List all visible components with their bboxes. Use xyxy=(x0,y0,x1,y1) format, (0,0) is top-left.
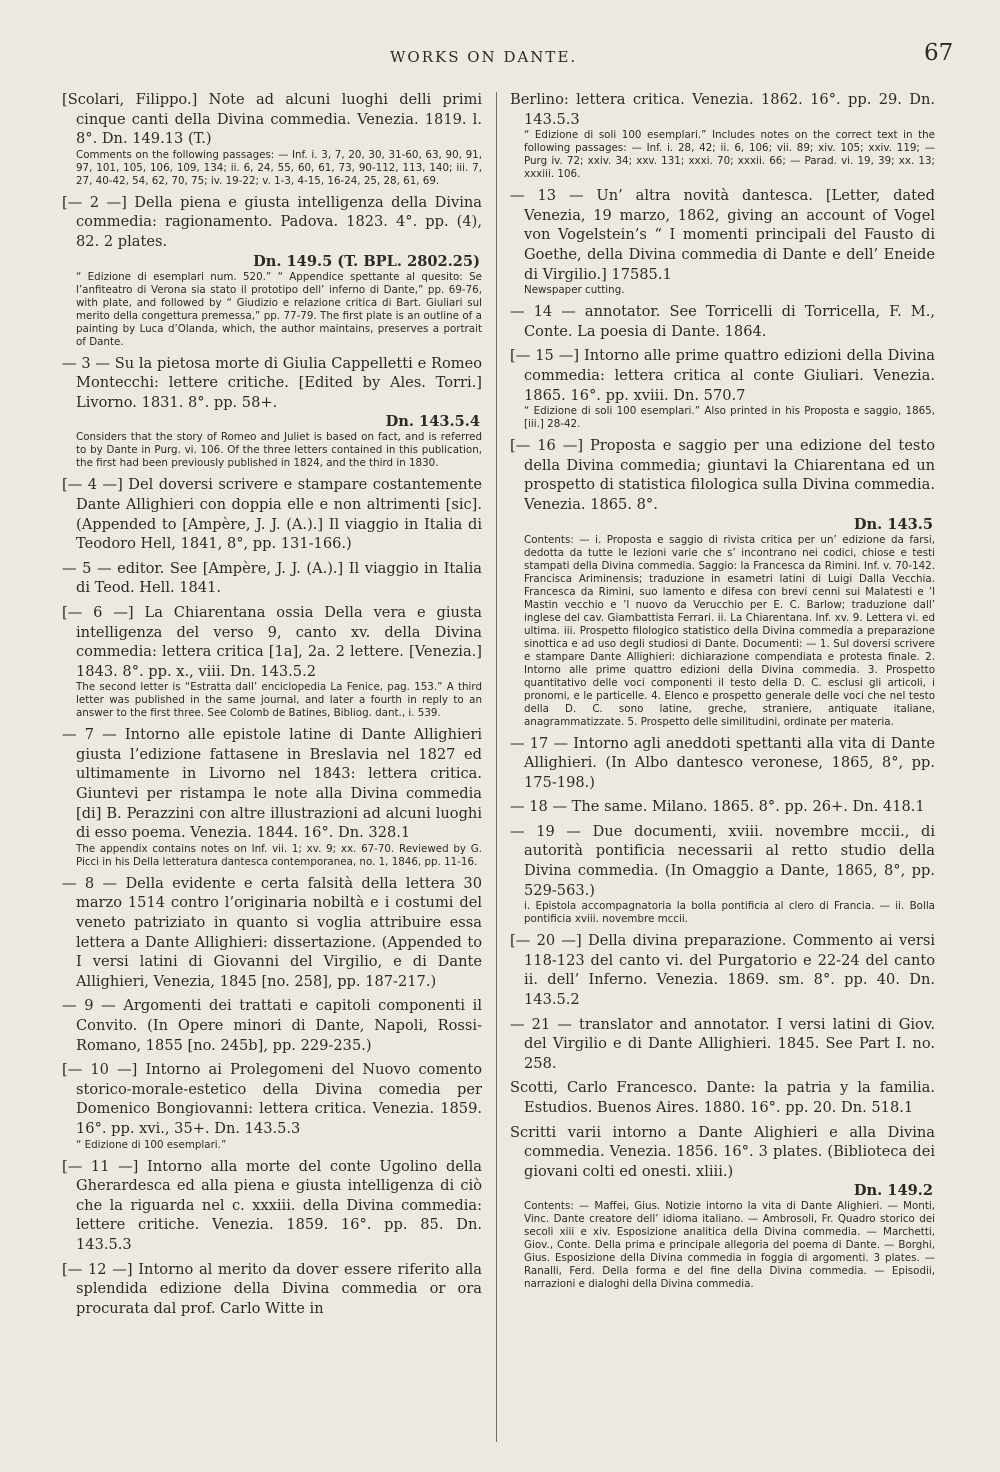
entry-note: “ Edizione di soli 100 esemplari.” Includes notes on the correct text in the following passages: — Inf. i. 28, 42; ii. 6, 106; vii. 89; xiv. 105; xxiv. 119; — Purg iv. 72; xxiv. 34; xxv. 131; xxxi. 70; xxxii. 66; — Parad. vi. 19, 39; xx. 13; xxxiii. 106. xyxy=(524,129,935,181)
running-title: WORKS ON DANTE. xyxy=(390,48,578,66)
catalogue-entry: [— 6 —] La Chiarentana ossia Della vera e giusta intelligenza del verso 9, canto xv. della Divina commedia: lettera critica [1a], 2a. 2 lettere. [Venezia.] 1843. 8°. pp. x., viii. Dn. 143.5.2 xyxy=(62,603,482,680)
catalogue-entry: [— 16 —] Proposta e saggio per una edizione del testo della Divina commedia; giuntavi la Chiarentana ed un prospetto di statistica filologica sulla Divina commedia. Venezia. 1865. 8°. xyxy=(510,437,935,513)
entry-note: The appendix contains notes on Inf. vii. 1; xv. 9; xx. 67-70. Reviewed by G. Picci in his Della letteratura dantesca contemporanea, no. 1, 1846, pp. 11-16. xyxy=(76,842,482,868)
right-column xyxy=(510,90,935,1460)
catalogue-entry: — 17 — Intorno agli aneddoti spettanti alla vita di Dante Allighieri. (In Albo dantesco veronese, 1865, 8°, pp. 175-198.) xyxy=(510,734,935,791)
entry-note: i. Epistola accompagnatoria la bolla pontificia al clero di Francia. — ii. Bolla pontificia xviii. novembre mccii. xyxy=(524,900,935,926)
catalogue-entry: [— 12 —] Intorno al merito da dover essere riferito alla splendida edizione della Divina commedia or ora procurata dal prof. Carlo Witte in xyxy=(62,1260,482,1317)
catalogue-entry: Scotti, Carlo Francesco. Dante: la patria y la familia. Estudios. Buenos Aires. 1880. 16°. pp. 20. Dn. 518.1 xyxy=(510,1079,935,1116)
entry-note: The second letter is “Estratta dall’ enciclopedia La Fenice, pag. 153.” A third letter was published in the same journal, and later a fourth in reply to an answer to the first three. See Colomb de Batines, Bibliog. dant., i. 539. xyxy=(76,681,482,720)
entry-note: Comments on the following passages: — Inf. i. 3, 7, 20, 30, 31-60, 63, 90, 91, 97, 101, 105, 106, 109, 134; ii. 6, 24, 55, 60, 61, 73, 90-112, 113, 140; iii. 7, 27, 40-42, 54, 62, 70, 75; iv. 19-22; v. 1-3, 4-15, 16-24, 25, 28, 61, 69. xyxy=(76,148,482,187)
entry-note: “ Edizione di 100 esemplari.” xyxy=(76,1138,227,1151)
entry-note: “ Edizione di soli 100 esemplari.” Also printed in his Proposta e saggio, 1865, [iii.] 28-42. xyxy=(524,405,935,431)
catalogue-entry: — 9 — Argomenti dei trattati e capitoli componenti il Convito. (In Opere minori di Dante, Napoli, Rossi-Romano, 1855 [no. 245b], pp. 229-235.) xyxy=(62,997,482,1054)
catalogue-entry: — 21 — translator and annotator. I versi latini di Giov. del Virgilio e di Dante Allighieri. 1845. See Part I. no. 258. xyxy=(510,1015,935,1072)
catalogue-entry: Scritti varii intorno a Dante Alighieri e alla Divina commedia. Venezia. 1856. 16°. 3 plates. (Biblioteca dei giovani colti ed onesti. xliii.) xyxy=(510,1123,935,1180)
catalogue-entry: [— 20 —] Della divina preparazione. Commento ai versi 118-123 del canto vi. del Purgatorio e 22-24 del canto ii. dell’ Inferno. Venezia. 1869. sm. 8°. pp. 40. Dn. 143.5.2 xyxy=(510,932,935,1009)
entry-note: Contents: — i. Proposta e saggio di rivista critica per un’ edizione da farsi, dedotta da tutte le lezioni varie che s’ incontrano nei codici, chiose e testi stampati della Divina commedia. Saggio: la Francesca da Rimini. Inf. v. 70-142. Francisca Ariminensis; traduzione in esametri latini di Luigi Dalla Vecchia. Francesca da Rimini, suo lamento e difesa con brevi cenni sui Malatesti e ’l Mastin vecchio e ’l nuovo da Verucchio per E. C. Barlow; traduzione dall’ inglese del cav. Giambattista Ferrari. ii. La Chiarentana. Inf. xv. 9. Lettera vi. ed ultima. iii. Prospetto filologico statistico della Divina commedia a preparazione sinottica e ad uso degli studiosi di Dante. Documenti: — 1. Sul doversi scrivere e stampare Dante Allighieri: dichiarazione compendiata e protesta finale. 2. Intorno alle prime quattro edizioni della Divina commedia. 3. Prospetto quantitativo delle voci componenti il testo della D. C. esclusi gli articoli, i pronomi, e le particelle. 4. Elenco e prospetto generale delle voci che nel testo della D. C. sono latine, greche, straniere, antiquate italiane, anagrammatizzate. 5. Prospetto delle similitudini, ordinate per materia. xyxy=(524,533,935,728)
catalogue-entry: — 14 — annotator. See Torricelli di Torricella, F. M., Conte. La poesia di Dante. 1864. xyxy=(510,303,935,340)
catalogue-entry: Berlino: lettera critica. Venezia. 1862. 16°. pp. 29. Dn. 143.5.3 xyxy=(510,91,935,128)
catalogue-entry: — 3 — Su la pietosa morte di Giulia Cappelletti e Romeo Montecchi: lettere critiche. [Edited by Ales. Torri.] Livorno. 1831. 8°. pp. 58+. xyxy=(62,354,482,411)
catalogue-entry: [— 11 —] Intorno alla morte del conte Ugolino della Gherardesca ed alla piena e giusta intelligenza di ciò che la riguarda nel c. xxxiii. della Divina commedia: lettere critiche. Venezia. 1859. 16°. pp. 85. Dn. 143.5.3 xyxy=(62,1157,482,1253)
entry-note: Contents: — Maffei, Gius. Notizie intorno la vita di Dante Alighieri. — Monti, Vinc. Dante creatore dell’ idioma italiano. — Ambrosoli, Fr. Quadro storico dei secoli xiii e xiv. Esposizione analitica della Divina commedia. — Marchetti, Giov., Conte. Della prima e principale allegoria del poema di Dante. — Borghi, Gius. Esposizione della Divina commedia in foggia di argomenti. 3 plates. — Ranalli, Ferd. Della forma e del fine della Divina commedia. — Episodii, narrazioni e dialoghi della Divina commedia. xyxy=(524,1200,935,1291)
column-divider xyxy=(496,92,497,1442)
catalogue-entry: — 19 — Due documenti, xviii. novembre mccii., di autorità pontificia necessarii al retto studio della Divina commedia. (In Omaggio a Dante, 1865, 8°, pp. 529-563.) xyxy=(510,822,935,899)
catalogue-entry: [— 4 —] Del doversi scrivere e stampare costantemente Dante Allighieri con doppia elle e non altrimenti [sic]. (Appended to [Ampère, J. J. (A.).] Il viaggio in Italia di Teodoro Hell, 1841, 8°, pp. 131-166.) xyxy=(62,476,482,553)
catalogue-entry: [Scolari, Filippo.] Note ad alcuni luoghi delli primi cinque canti della Divina commedia. Venezia. 1819. l. 8°. Dn. 149.13 (T.) xyxy=(62,91,482,148)
shelf-mark: Dn. 143.5 xyxy=(853,515,933,533)
catalogue-entry: — 5 — editor. See [Ampère, J. J. (A.).] Il viaggio in Italia di Teod. Hell. 1841. xyxy=(62,559,482,597)
entry-note: “ Edizione di esemplari num. 520.” “ Appendice spettante al quesito: Se l’anfiteatro di Verona sia stato il prototipo dell’ inferno di Dante,” pp. 69-76, with plate, and followed by “ Giudizio e relazione critica di Bart. Giuliari sul merito della congettura premessa,” pp. 77-79. The first plate is an outline of a painting by Luca d’Olanda, which, the author maintains, preserves a portrait of Dante. xyxy=(76,270,482,348)
catalogue-entry: [— 15 —] Intorno alle prime quattro edizioni della Divina commedia: lettera critica al conte Giuliari. Venezia. 1865. 16°. pp. xviii. Dn. 570.7 xyxy=(510,347,935,404)
shelf-mark: Dn. 143.5.4 xyxy=(385,413,480,431)
entry-note: Newspaper cutting. xyxy=(524,284,625,297)
page-number: 67 xyxy=(924,40,954,66)
shelf-mark: Dn. 149.2 xyxy=(853,1182,933,1200)
catalogue-entry: — 8 — Della evidente e certa falsità della lettera 30 marzo 1514 contro l’originaria nobiltà e i costumi del veneto patriziato in quanto si voglia attribuire essa lettera a Dante Allighieri: dissertazione. (Appended to I versi latini di Giovanni del Virgilio, e di Dante Allighieri, Venezia, 1845 [no. 258], pp. 187-217.) xyxy=(62,874,482,990)
catalogue-entry: — 7 — Intorno alle epistole latine di Dante Allighieri giusta l’edizione fattasene in Breslavia nel 1827 ed ultimamente in Livorno nel 1843: lettera critica. Giuntevi per ristampa le note alla Divina commedia [di] B. Perazzini con altre illustrazioni ad alcuni luoghi di esso poema. Venezia. 1844. 16°. Dn. 328.1 xyxy=(62,726,482,842)
catalogue-entry: [— 2 —] Della piena e giusta intelligenza della Divina commedia: ragionamento. Padova. 1823. 4°. pp. (4), 82. 2 plates. xyxy=(62,193,482,250)
entry-note: Considers that the story of Romeo and Juliet is based on fact, and is referred to by Dante in Purg. vi. 106. Of the three letters contained in this publication, the first had been previously published in 1824, and the third in 1830. xyxy=(76,431,482,470)
left-column xyxy=(62,90,482,1460)
catalogue-entry: — 13 — Un’ altra novità dantesca. [Letter, dated Venezia, 19 marzo, 1862, giving an account of Vogel von Vogelstein’s “ I momenti principali del Fausto di Goethe, della Divina commedia di Dante e dell’ Eneide di Virgilio.] 17585.1 xyxy=(510,187,935,283)
catalogue-entry: [— 10 —] Intorno ai Prolegomeni del Nuovo comento storico-morale-estetico della Divina comedia per Domenico Bongiovanni: lettera critica. Venezia. 1859. 16°. pp. xvi., 35+. Dn. 143.5.3 xyxy=(62,1061,482,1137)
shelf-mark: Dn. 149.5 (T. BPL. 2802.25) xyxy=(253,252,480,270)
catalogue-entry: — 18 — The same. Milano. 1865. 8°. pp. 26+. Dn. 418.1 xyxy=(510,798,925,816)
